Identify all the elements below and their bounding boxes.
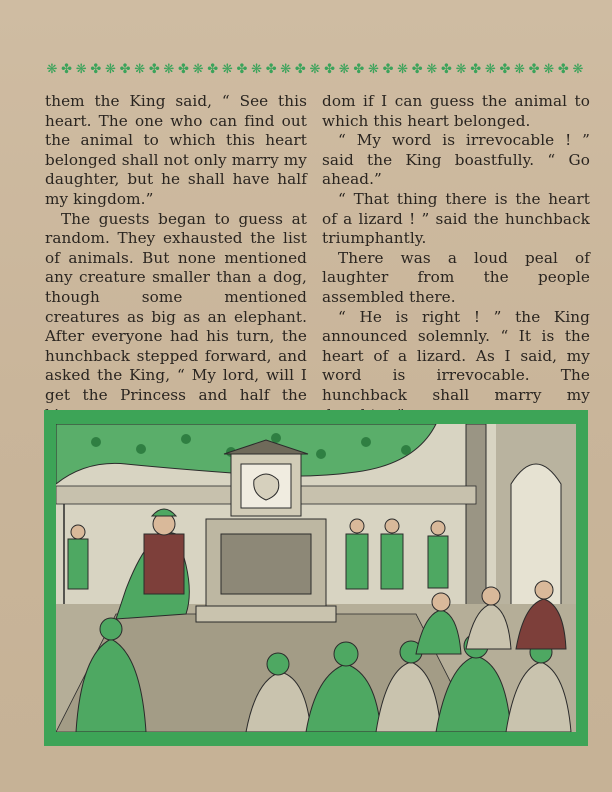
court-scene-illustration	[56, 424, 576, 732]
text-column-left	[45, 92, 307, 425]
paragraph: The guests began to guess at random. They exhausted the list of animals. But none mentioned any creature smaller than a dog, though some mentioned creatures as big as an elephant. After everyone had his turn, the hunchback stepped forward, and asked the King, “ My lord, will I get the Princess and half the	[45, 209, 307, 404]
illustration-frame	[44, 410, 588, 746]
paragraph: “ My word is irrevocable ! ” said the King boastfully. “ Go ahead.”	[322, 131, 590, 189]
text-column-right	[322, 92, 590, 425]
paragraph: them the King said, “ See this heart. The one who can find out the animal to which this heart belonged shall not only marry my daughter, but he shall have half my kingdom.”	[45, 92, 307, 208]
paragraph: dom if I can guess the animal to which this heart belonged.	[322, 92, 590, 130]
paragraph: There was a loud peal of laughter from the people assembled there.	[322, 248, 590, 306]
paragraph: “ He is right ! ” the King announced solemnly. “ It is the heart of a lizard. As I said, my word is irrevocable. The hunchback shall marry my	[322, 307, 590, 404]
paragraph: “ That thing there is the heart of a lizard ! ” said the hunchback triumphantly.	[322, 189, 590, 248]
guard-figure	[346, 519, 448, 589]
decorative-border: ❋ ✤ ❋ ✤ ❋ ✤ ❋ ✤ ❋ ✤ ❋ ✤ ❋ ✤ ❋ ✤ ❋ ✤ ❋ ✤ ❋ ✤ ❋ ✤ ❋ ✤ ❋ ✤ ❋ ✤ ❋ ✤ ❋ ✤ ❋ ✤ ❋	[46, 62, 584, 77]
